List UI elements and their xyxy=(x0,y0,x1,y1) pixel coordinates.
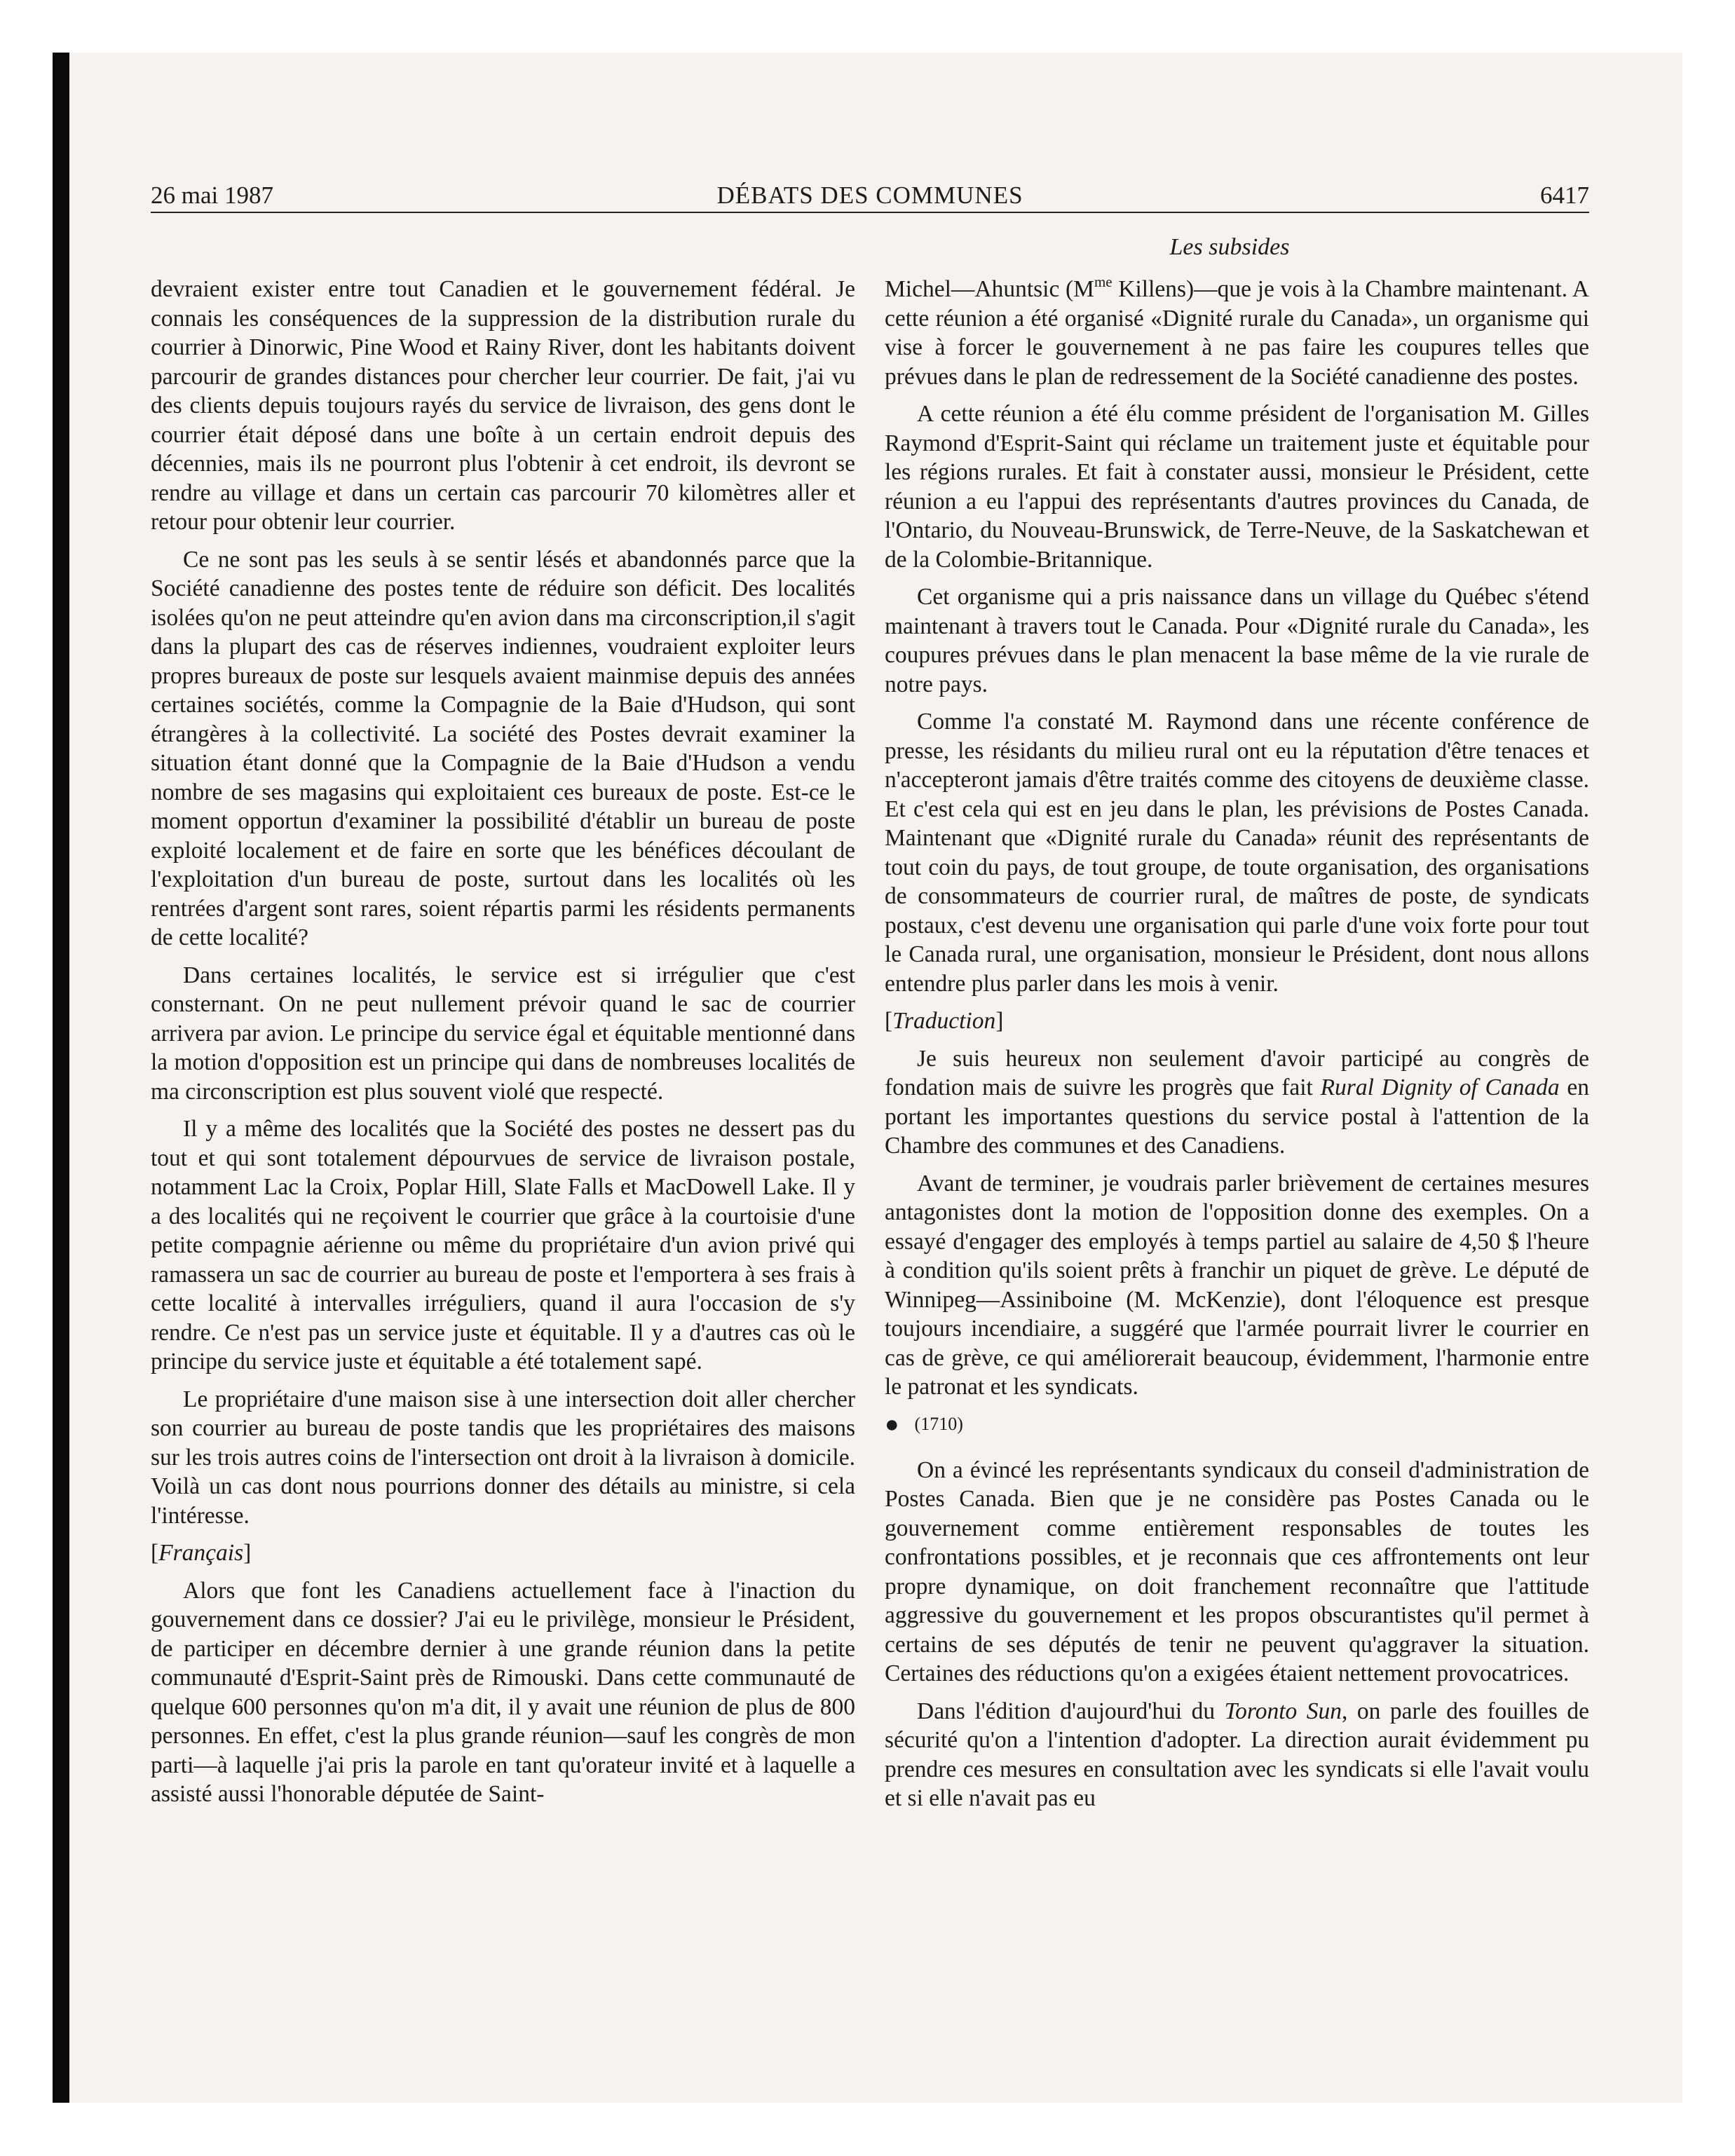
language-tag-text: Français xyxy=(158,1540,244,1566)
header-title: DÉBATS DES COMMUNES xyxy=(716,182,1023,209)
page-header xyxy=(151,179,1589,212)
paragraph: Il y a même des localités que la Société des postes ne dessert pas du tout et qui sont totalement dépourvues de service de livraison postale, notamment Lac la Croix, Poplar Hill, Slate Falls et MacDowell Lake. Il y a des localités qui ne reçoivent le courrier que grâce à la courtoisie d'une petite compagnie aérienne ou même du propriétaire d'un avion privé qui ramassera un sac de courrier au bureau de poste et l'emportera à ses frais à cette localité à intervalles irréguliers, quand il aura l'occasion de s'y rendre. Ce n'est pas un service juste et équitable. Il y a d'autres cas où le principe du service juste et équitable a été totalement sapé. xyxy=(151,1116,855,1374)
paragraph: A cette réunion a été élu comme président de l'organisation M. Gilles Raymond d'Esprit-Saint qui réclame un traitement juste et équitable pour les régions rurales. Et fait à constater aussi, monsieur le Président, cette réunion a eu l'appui des représentants d'autres provinces du Canada, de l'Ontario, du Nouveau-Brunswick, de Terre-Neuve, de la Saskatchewan et de la Colombie-Britannique. xyxy=(885,401,1589,573)
text-run: Michel—Ahuntsic (M xyxy=(885,276,1094,302)
header-date: 26 mai 1987 xyxy=(151,182,273,209)
paragraph: Cet organisme qui a pris naissance dans un village du Québec s'étend maintenant à travers tout le Canada. Pour «Dignité rurale du Canada», les coupures prévues dans le plan menacent la base même de la vie rurale de notre pays. xyxy=(885,584,1589,697)
time-marker-text: (1710) xyxy=(914,1413,963,1434)
paragraph: Avant de terminer, je voudrais parler brièvement de certaines mesures antagonistes dont la motion de l'opposition donne des exemples. On a essayé d'engager des employés à temps partiel au salaire de 4,50 $ l'heure à condition qu'ils soient prêts à franchir un piquet de grève. Le député de Winnipeg—Assiniboine (M. McKenzie), dont l'éloquence est presque toujours incendiaire, a suggéré que l'armée pourrait livrer le courrier en cas de grève, ce qui améliorerait beaucoup, évidemment, l'harmonie entre le patronat et les syndicats. xyxy=(885,1170,1589,1400)
text-run: en portant les importantes questions du service postal à l'attention de la Chambre des communes et des Canadiens. xyxy=(885,1074,1589,1159)
paragraph xyxy=(885,1697,1589,1813)
paragraph xyxy=(885,1044,1589,1161)
text-run: , on parle des fouilles de sécurité qu'on a l'intention d'adopter. La direction aurait évidemment pu prendre ces mesures en consultation avec les syndicats si elle l'avait voulu et si elle n'avait pas eu xyxy=(885,1698,1589,1811)
bullet-icon: ● xyxy=(885,1411,899,1438)
right-column xyxy=(885,275,1589,1971)
italic-title: Rural Dignity of Canada xyxy=(1320,1074,1560,1100)
left-column xyxy=(151,275,855,1971)
paragraph: Dans certaines localités, le service est si irrégulier que c'est consternant. On ne peut nullement prévoir quand le sac de courrier arrivera par avion. Le principe du service égal et équitable mentionné dans la motion d'opposition est un principe qui dans de nombreuses localités de ma circonscription est plus souvent violé que respecté. xyxy=(151,962,855,1105)
time-marker xyxy=(885,1410,1589,1439)
section-title: Les subsides xyxy=(1169,234,1290,260)
paragraph: devraient exister entre tout Canadien et le gouvernement fédéral. Je connais les conséquences de la suppression de la distribution rurale du courrier à Dinorwic, Pine Wood et Rainy River, dont les habitants doivent parcourir de grandes distances pour chercher leur courrier. De fait, j'ai vu des clients depuis toujours rayés du service de livraison, des gens dont le courrier était déposé dans une boîte à un certain endroit depuis des décennies, mais ils ne pourront plus l'obtenir à cet endroit, ils devront se rendre au village et dans un certain cas parcourir 70 kilomètres aller et retour pour obtenir leur courrier. xyxy=(151,276,855,535)
paragraph: Le propriétaire d'une maison sise à une intersection doit aller chercher son courrier au bureau de poste tandis que les propriétaires des maisons sur les trois autres coins de l'intersection ont droit à la livraison à domicile. Voilà un cas dont nous pourrions donner des détails au ministre, si cela l'intéresse. xyxy=(151,1386,855,1529)
binding-edge xyxy=(53,53,69,2103)
text-run: Je suis heureux non seulement d'avoir participé au congrès de fondation mais de suivre les progrès que fait xyxy=(885,1045,1589,1100)
language-tag: [Traduction] xyxy=(885,1008,1004,1034)
paragraph: Alors que font les Canadiens actuellement face à l'inaction du gouvernement dans ce dossier? J'ai eu le privilège, monsieur le Président, de participer en décembre dernier à une grande réunion dans la petite communauté d'Esprit-Saint près de Rimouski. Dans cette communauté de quelque 600 personnes qu'on m'a dit, il y avait une réunion de plus de 800 personnes. En effet, c'est la plus grande réunion—sauf les congrès de mon parti—à laquelle j'ai pris la parole en tant qu'orateur invité et à laquelle a assisté aussi l'honorable députée de Saint- xyxy=(151,1577,855,1807)
language-tag-text: Traduction xyxy=(892,1008,996,1034)
page-number: 6417 xyxy=(1540,182,1589,209)
paragraph: On a évincé les représentants syndicaux du conseil d'administration de Postes Canada. Bien que je ne considère pas Postes Canada ou le gouvernement comme entièrement responsables de toutes les confrontations possibles, et je reconnais que ces affrontements ont leur propre dynamique, on doit franchement reconnaître que l'attitude aggressive du gouvernement et les propos obscurantistes qu'il permet à certains de ses députés de tenir ne peuvent qu'aggraver la situation. Certaines des réductions qu'on a exigées étaient nettement provocatrices. xyxy=(885,1456,1589,1686)
superscript: me xyxy=(1094,275,1113,290)
paragraph xyxy=(885,275,1589,391)
paragraph: Comme l'a constaté M. Raymond dans une récente conférence de presse, les résidants du milieu rural ont eu la réputation d'être tenaces et n'accepteront jamais d'être traités comme des citoyens de deuxième classe. Et c'est cela qui est en jeu dans le plan, les prévisions de Postes Canada. Maintenant que «Dignité rurale du Canada» réunit des représentants de tout coin du pays, de tout groupe, de toute organisation, des organisations de consommateurs de courrier rural, de maîtres de poste, de syndicats postaux, c'est devenu une organisation qui parle d'une voix forte pour tout le Canada rural, une organisation, monsieur le Président, dont nous allons entendre plus parler dans les mois à venir. xyxy=(885,709,1589,997)
text-run: Killens)—que je vois à la Chambre maintenant. A cette réunion a été organisé «Dignité rurale du Canada», un organisme qui vise à forcer le gouvernement à ne pas faire les coupures telles que prévues dans le plan de redressement de la Société canadienne des postes. xyxy=(885,276,1589,390)
language-tag: [Français] xyxy=(151,1540,252,1566)
paragraph: Ce ne sont pas les seuls à se sentir lésés et abandonnés parce que la Société canadienne des postes tente de réduire son déficit. Des localités isolées qu'on ne peut atteindre qu'en avion dans ma circonscription,il s'agit dans la plupart des cas de réserves indiennes, voudraient exploiter leurs propres bureaux de poste sur lesquels avaient mainmise depuis des années certaines sociétés, comme la Compagnie de la Baie d'Hudson, qui sont étrangères à la collectivité. La société des Postes devrait examiner la situation étant donné que la Compagnie de la Baie d'Hudson a vendu nombre de ses magasins qui exploitaient ces bureaux de poste. Est-ce le moment opportun d'examiner la possibilité d'établir un bureau de poste exploité localement et de faire en sorte que les bénéfices découlant de l'exploitation d'un bureau de poste, surtout dans les localités où les rentrées d'argent sont rares, soient répartis parmi les résidents permanents de cette localité? xyxy=(151,546,855,950)
header-rule xyxy=(151,212,1589,213)
italic-title: Toronto Sun xyxy=(1224,1698,1342,1724)
text-run: Dans l'édition d'aujourd'hui du xyxy=(917,1698,1225,1724)
